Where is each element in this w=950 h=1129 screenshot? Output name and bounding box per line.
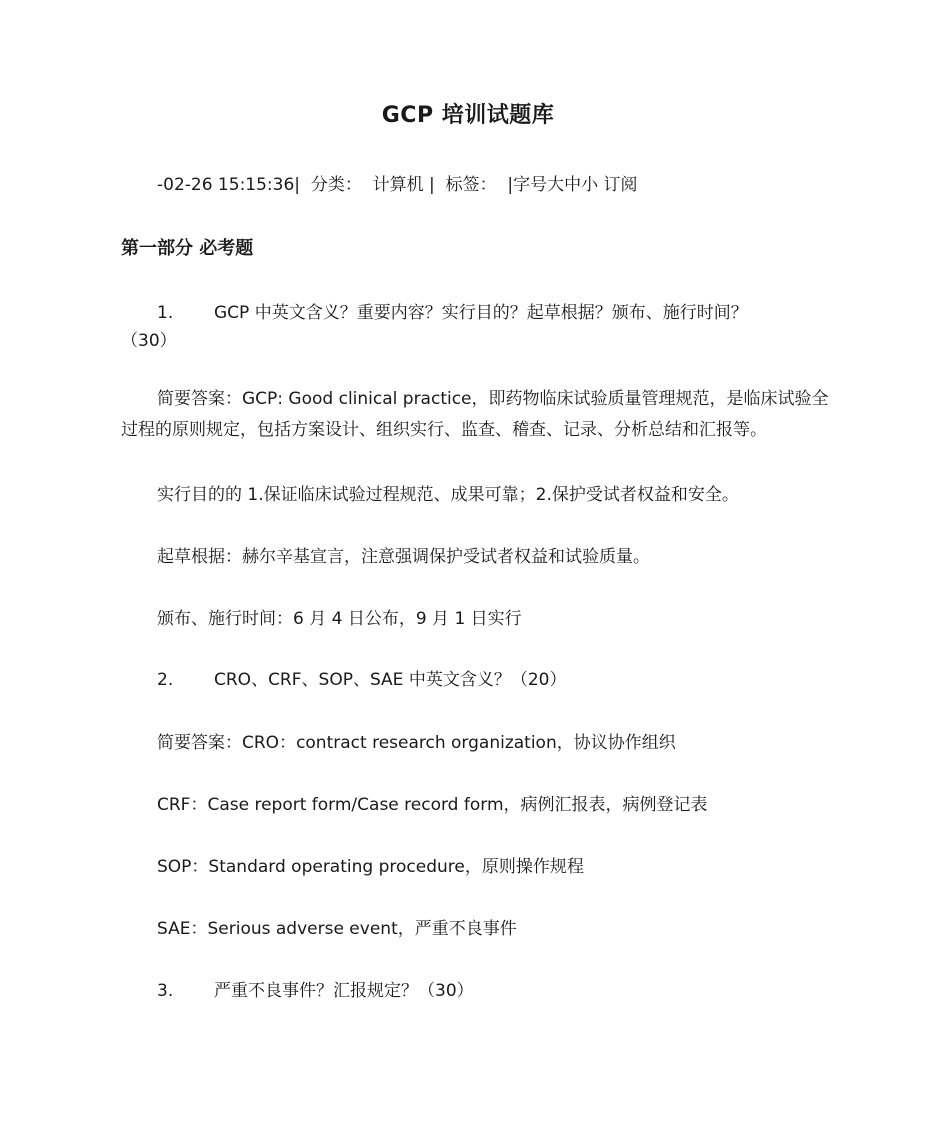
question-1 [157, 298, 748, 323]
question-2-number: 2. [157, 670, 174, 690]
question-2 [157, 665, 566, 690]
meta-datetime: -02-26 15:15:36| [157, 175, 301, 195]
question-1-basis: 起草根据：赫尔辛基宣言，注意强调保护受试者权益和试验质量。 [157, 547, 650, 567]
subscribe-link[interactable]: 订阅 [603, 175, 638, 195]
question-2-crf: CRF：Case report form/Case record form，病例汇报表，病例登记表 [157, 795, 708, 815]
meta-tag-label: 标签： [445, 175, 497, 195]
question-3-number: 3. [157, 981, 174, 1001]
question-1-answer: 简要答案：GCP: Good clinical practice，即药物临床试验质量管理规范，是临床试验全过程的原则规定，包括方案设计、组织实行、监查、稽查、记录、分析总结和汇报等。 [121, 389, 829, 440]
question-2-answer-cro: 简要答案：CRO：contract research organization，协议协作组织 [157, 733, 676, 753]
question-2-sae: SAE：Serious adverse event，严重不良事件 [157, 919, 517, 939]
section-heading: 第一部分 必考题 [121, 238, 254, 259]
question-3 [157, 976, 474, 1001]
question-1-purpose: 实行目的的 1.保证临床试验过程规范、成果可靠；2.保护受试者权益和安全。 [157, 485, 739, 505]
question-1-text: GCP 中英文含义？重要内容？实行目的？起草根据？颁布、施行时间？ [214, 303, 748, 323]
meta-category-link[interactable]: 计算机 | [372, 175, 435, 195]
question-1-time: 颁布、施行时间：6 月 4 日公布，9 月 1 日实行 [157, 609, 522, 629]
question-3-text: 严重不良事件？汇报规定？（30） [214, 981, 474, 1001]
question-1-number: 1. [157, 303, 174, 323]
meta-bar [157, 170, 638, 195]
font-size-control[interactable]: |字号大中小 [507, 175, 599, 195]
meta-category-label: 分类： [310, 175, 362, 195]
question-1-score: （30） [121, 331, 177, 351]
document-title: GCP 培训试题库 [381, 103, 555, 128]
question-2-text: CRO、CRF、SOP、SAE 中英文含义？（20） [214, 670, 567, 690]
question-2-sop: SOP：Standard operating procedure，原则操作规程 [157, 857, 584, 877]
